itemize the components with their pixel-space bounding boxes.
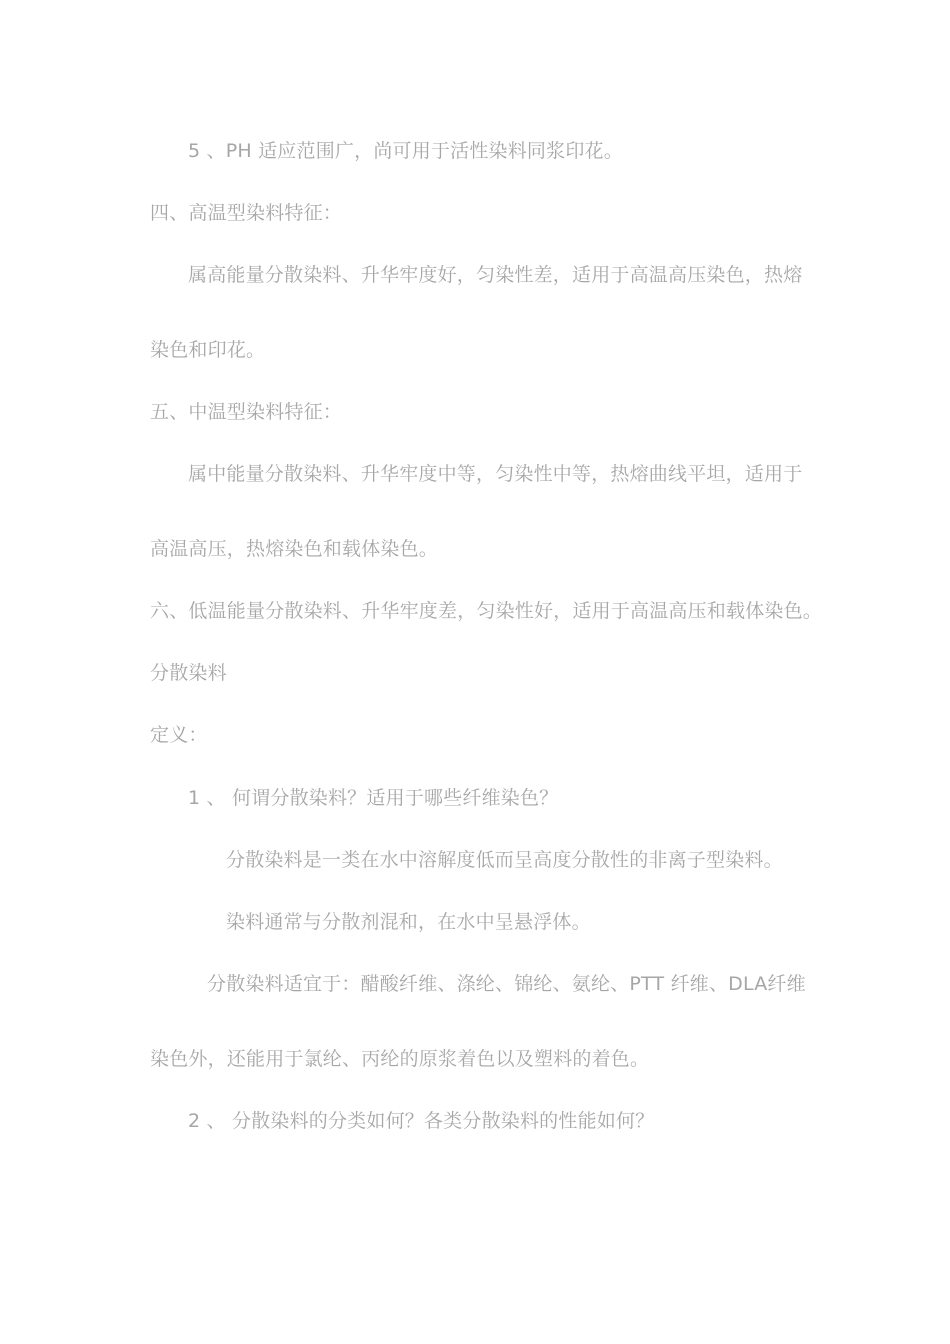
- heading-definition: 定义：: [150, 724, 208, 746]
- paragraph-low-temp: 六、低温能量分散染料、升华牢度差，匀染性好，适用于高温高压和载体染色。: [150, 600, 823, 622]
- paragraph-high-temp-2: 染色和印花。: [150, 339, 266, 361]
- paragraph-ph-range: 5 、PH 适应范围广，尚可用于活性染料同浆印花。: [188, 140, 623, 162]
- answer-1-line-4: 染色外，还能用于氯纶、丙纶的原浆着色以及塑料的着色。: [150, 1048, 650, 1070]
- answer-1-line-2: 染料通常与分散剂混和，在水中呈悬浮体。: [226, 911, 591, 933]
- paragraph-medium-temp-2: 高温高压，热熔染色和载体染色。: [150, 538, 439, 560]
- question-1: 1 、 何谓分散染料？适用于哪些纤维染色？: [188, 787, 559, 809]
- answer-1-line-1: 分散染料是一类在水中溶解度低而呈高度分散性的非离子型染料。: [226, 849, 783, 871]
- answer-1-line-3: 分散染料适宜于：醋酸纤维、涤纶、锦纶、氨纶、PTT 纤维、DLA纤维: [207, 973, 806, 995]
- heading-disperse-dyes: 分散染料: [150, 662, 227, 684]
- question-2: 2 、 分散染料的分类如何？各类分散染料的性能如何？: [188, 1110, 655, 1132]
- heading-high-temp: 四、高温型染料特征：: [150, 202, 343, 224]
- paragraph-medium-temp-1: 属中能量分散染料、升华牢度中等，匀染性中等，热熔曲线平坦，适用于: [188, 463, 803, 485]
- paragraph-high-temp-1: 属高能量分散染料、升华牢度好，匀染性差，适用于高温高压染色，热熔: [188, 264, 803, 286]
- heading-medium-temp: 五、中温型染料特征：: [150, 401, 343, 423]
